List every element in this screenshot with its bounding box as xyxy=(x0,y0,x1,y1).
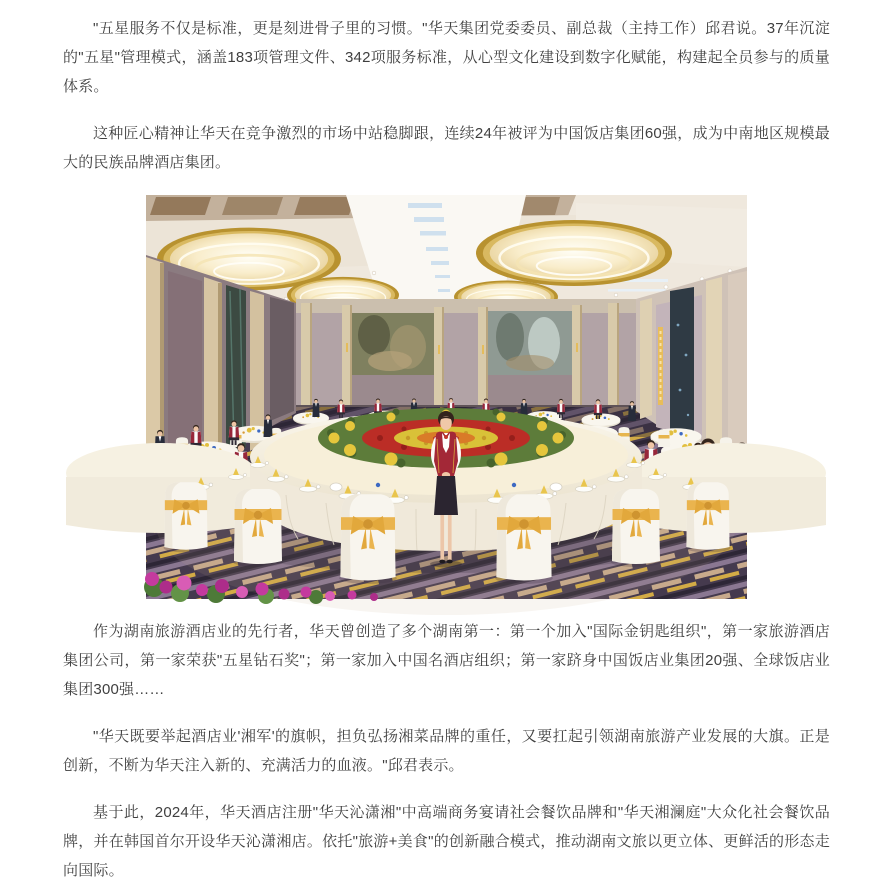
banquet-hall-photo xyxy=(146,195,747,599)
back-wall xyxy=(296,299,636,413)
banquet-hall-illustration xyxy=(146,195,747,599)
paragraph-5: 基于此，2024年，华天酒店注册"华天沁潇湘"中高端商务宴请社会餐饮品牌和"华天湘澜庭"大众化社会餐饮品牌，并在韩国首尔开设华天沁潇湘店。依托"旅游+美食"的创新融合模式，推动湖南文旅以更立体、更鲜活的形态走向国际。 xyxy=(63,804,830,879)
article-body xyxy=(0,14,892,885)
paragraph-4: "华天既要举起酒店业'湘军'的旗帜，担负弘扬湘菜品牌的重任，又要扛起引领湖南旅游产业发展的大旗。正是创新，不断为华天注入新的、充满活力的血液。"邱君表示。 xyxy=(63,728,830,774)
article-page xyxy=(0,14,892,879)
paragraph-2: 这种匠心精神让华天在竞争激烈的市场中站稳脚跟，连续24年被评为中国饭店集团60强，成为中南地区规模最大的民族品牌酒店集团。 xyxy=(63,125,830,171)
paragraph-1: "五星服务不仅是标准，更是刻进骨子里的习惯。"华天集团党委委员、副总裁（主持工作）邱君说。37年沉淀的"五星"管理模式，涵盖183项管理文件、342项服务标准，从心型文化建设到数字化赋能，构建起全员参与的质量体系。 xyxy=(63,20,830,95)
paragraph-3: 作为湖南旅游酒店业的先行者，华天曾创造了多个湖南第一：第一个加入"国际金钥匙组织"，第一家旅游酒店集团公司，第一家荣获"五星钻石奖"；第一家加入中国名酒店组织；第一家跻身中国饭店业集团20强、全球饭店业集团300强…… xyxy=(63,623,830,698)
